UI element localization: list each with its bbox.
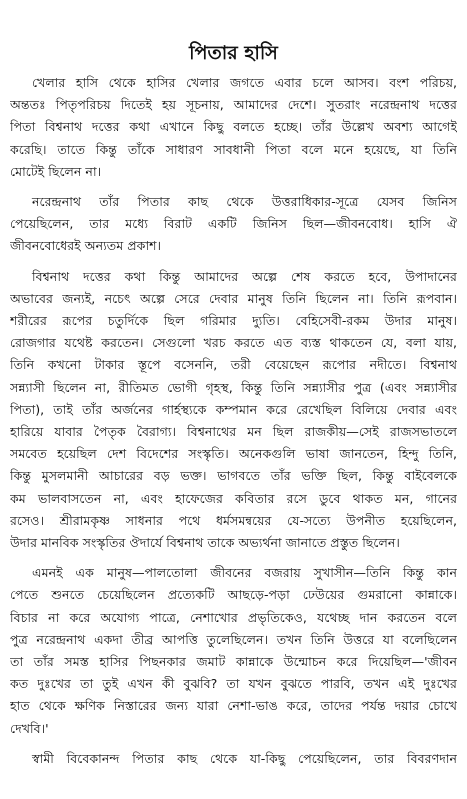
chapter-body	[10, 72, 457, 770]
text-line: এমনই এক মানুষ—পালতোলা জীবনের বজরায় সুখাসীন—তিনি কিন্তু কান	[32, 565, 457, 581]
text-line: বিচার না করে অযোগ্য পাত্রে, নেশাখোর প্রভৃতিকেও, যথেচ্ছ দান করতেন বলে	[10, 609, 457, 625]
text-line: স্বামী বিবেকানন্দ পিতার কাছ থেকে যা-কিছু পেয়েছিলেন, তার বিবরণদান	[32, 750, 457, 766]
text-line: তা তাঁর সমস্ত হাসির পিছনকার জমাট কান্নাকে উন্মোচন করে দিয়েছিল—'জীবন	[10, 654, 457, 670]
text-line: জীবনবোধেরই অন্যতম প্রকাশ।	[10, 238, 162, 254]
text-line: কম ভালবাসতেন না, এবং হাফেজের কবিতার রসে ডুবে থাকত মন, গানের	[10, 490, 457, 506]
text-line: অভাবের জন্যই, নচেৎ অল্পে সেরে দেবার মানুষ তিনি ছিলেন না। তিনি রূপবান।	[10, 290, 457, 306]
text-line: কিন্তু মুসলমানী আচারের বড় ভক্ত। ভাগবতে তাঁর ভক্তি ছিল, কিন্তু বাইবেলকে	[10, 468, 457, 484]
text-line: হারিয়ে যাবার পৈতৃক বৈরাগ্য। বিশ্বনাথের মন ছিল রাজকীয়—সেই রাজসভাতলে	[10, 424, 457, 440]
text-line: পেতে শুনতে চেয়েছিলেন প্রত্যেকটি আছড়ে-পড়া ঢেউয়ের গুমরানো কান্নাকে।	[10, 587, 457, 603]
paragraph	[10, 748, 457, 770]
text-line: শরীরের রূপের চতুর্দিকে ছিল গরিমার দ্যুতি। বেহিসেবী-রকম উদার মানুষ।	[10, 313, 457, 329]
text-line: মোটেই ছিলেন না।	[10, 163, 102, 179]
text-line: দেখবি।'	[10, 720, 49, 736]
text-line: রসেও। শ্রীরামকৃষ্ণ সাধনার পথে ধর্মসমন্বয়ের যে-সত্যে উপনীত হয়েছিলেন,	[10, 512, 457, 528]
text-line: পিতা), তাই তাঁর অর্জনের গার্হস্থ্যকে কম্পমান করে রেখেছিল বিলিয়ে দেবার এবং	[10, 401, 457, 417]
text-line: পেয়েছিলেন, তার মধ্যে বিরাট একটি জিনিস ছিল—জীবনবোধ। হাসি ঐ	[10, 216, 457, 232]
text-line: খেলার হাসি থেকে হাসির খেলার জগতে এবার চলে আসব। বংশ পরিচয়,	[32, 75, 457, 90]
text-line: উদার মানবিক সংস্কৃতির ঔদার্যে বিশ্বনাথ তাকে অভ্যর্থনা জানাতে প্রস্তুত ছিলেন।	[10, 535, 400, 551]
text-line: রোজগার যথেষ্ট করতেন। সেগুলো খরচ করতে এত ব্যস্ত থাকতেন যে, বলা যায়,	[10, 335, 457, 351]
text-line: কত দুঃখের তা তুই এখন কী বুঝবি? তা যখন বুঝতে পারবি, তখন এই দুঃখের	[10, 676, 457, 692]
paragraph	[10, 72, 457, 183]
text-line: হাত থেকে ক্ষণিক নিস্তারের জন্য যারা নেশা-ভাঙ করে, তাদের পর্যন্ত দয়ার চোখে	[10, 698, 457, 714]
text-line: নরেন্দ্রনাথ তাঁর পিতার কাছ থেকে উত্তরাধিকার-সূত্রে যেসব জিনিস	[32, 194, 457, 210]
text-line: পুত্র নরেন্দ্রনাথ একদা তীব্র আপত্তি তুলেছিলেন। তখন তিনি উত্তরে যা বলেছিলেন	[10, 631, 457, 647]
paragraph	[10, 191, 457, 258]
paragraph	[10, 562, 457, 740]
chapter-title: পিতার হাসি	[189, 42, 278, 64]
text-line: করেছি। তাতে কিন্তু তাঁকে সাধারণ সাবধানী পিতা বলে মনে হয়েছে, যা তিনি	[10, 141, 457, 157]
text-line: সন্ন্যাসী ছিলেন না, রীতিমত ভোগী গৃহস্থ, কিন্তু তিনি সন্ন্যাসীর পুত্র (এবং সন্ন্যাসীর	[10, 379, 457, 395]
text-line: পিতা বিশ্বনাথ দত্তের কথা এখানে কিছু বলতে হচ্ছে। তাঁর উল্লেখ অবশ্য আগেই	[10, 119, 457, 135]
paragraph	[10, 266, 457, 555]
text-line: বিশ্বনাথ দত্তের কথা কিন্তু আমাদের অল্পে শেষ করতে হবে, উপাদানের	[32, 268, 457, 284]
text-line: অন্ততঃ পিতৃপরিচয় দিতেই হয় সূচনায়, আমাদের দেশে। সুতরাং নরেন্দ্রনাথ দত্তের	[10, 97, 457, 113]
text-line: তিনি কখনো টাকার স্তূপে বসেননি, তরী বেয়েছেন রূপোর নদীতে। বিশ্বনাথ	[10, 357, 457, 373]
text-line: সমবেত হয়েছিল দেশ বিদেশের সংস্কৃতি। অনেকগুলি ভাষা জানতেন, হিন্দু তিনি,	[10, 446, 457, 462]
